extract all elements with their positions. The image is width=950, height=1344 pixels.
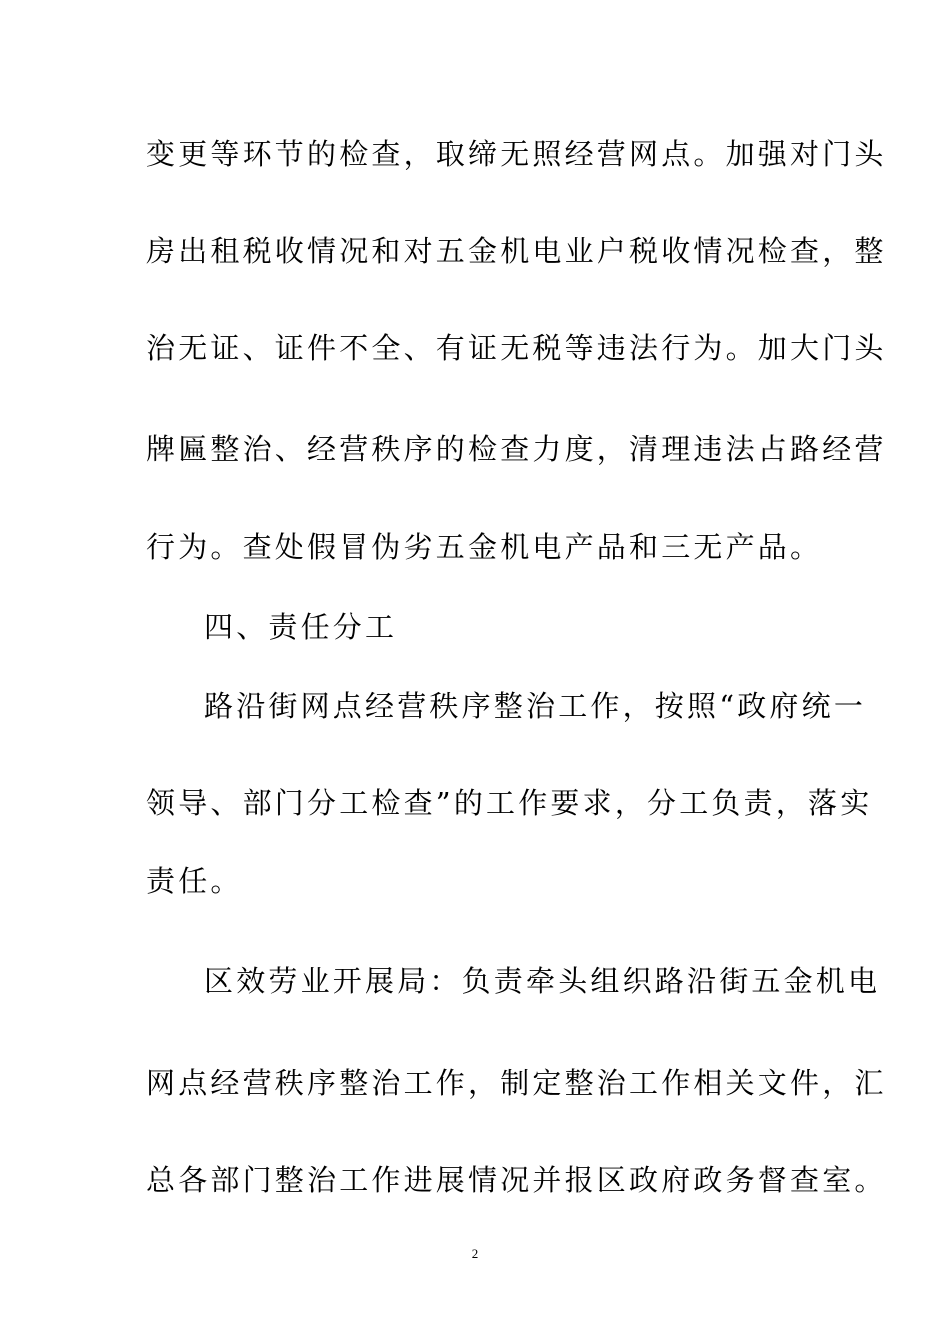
- page-number: 2: [471, 1246, 479, 1261]
- body-text-line: 变更等环节的检查，取缔无照经营网点。加强对门头: [146, 137, 887, 171]
- body-text-line: 牌匾整治、经营秩序的检查力度，清理违法占路经营: [146, 432, 887, 466]
- body-text-line: 责任。: [146, 864, 243, 898]
- section-heading: 四、责任分工: [204, 610, 398, 644]
- body-text-line: 房出租税收情况和对五金机电业户税收情况检查，整: [146, 234, 887, 268]
- body-text-line: 总各部门整治工作进展情况并报区政府政务督查室。: [146, 1163, 887, 1197]
- body-text-line: 网点经营秩序整治工作，制定整治工作相关文件，汇: [146, 1066, 887, 1100]
- body-text-line: 领导、部门分工检查”的工作要求，分工负责，落实: [146, 786, 873, 820]
- body-text-line: 治无证、证件不全、有证无税等违法行为。加大门头: [146, 331, 887, 365]
- body-text-line: 路沿街网点经营秩序整治工作，按照“政府统一: [204, 689, 867, 723]
- body-text-line: 区效劳业开展局：负责牵头组织路沿街五金机电: [204, 964, 881, 998]
- body-text-line: 行为。查处假冒伪劣五金机电产品和三无产品。: [146, 530, 823, 564]
